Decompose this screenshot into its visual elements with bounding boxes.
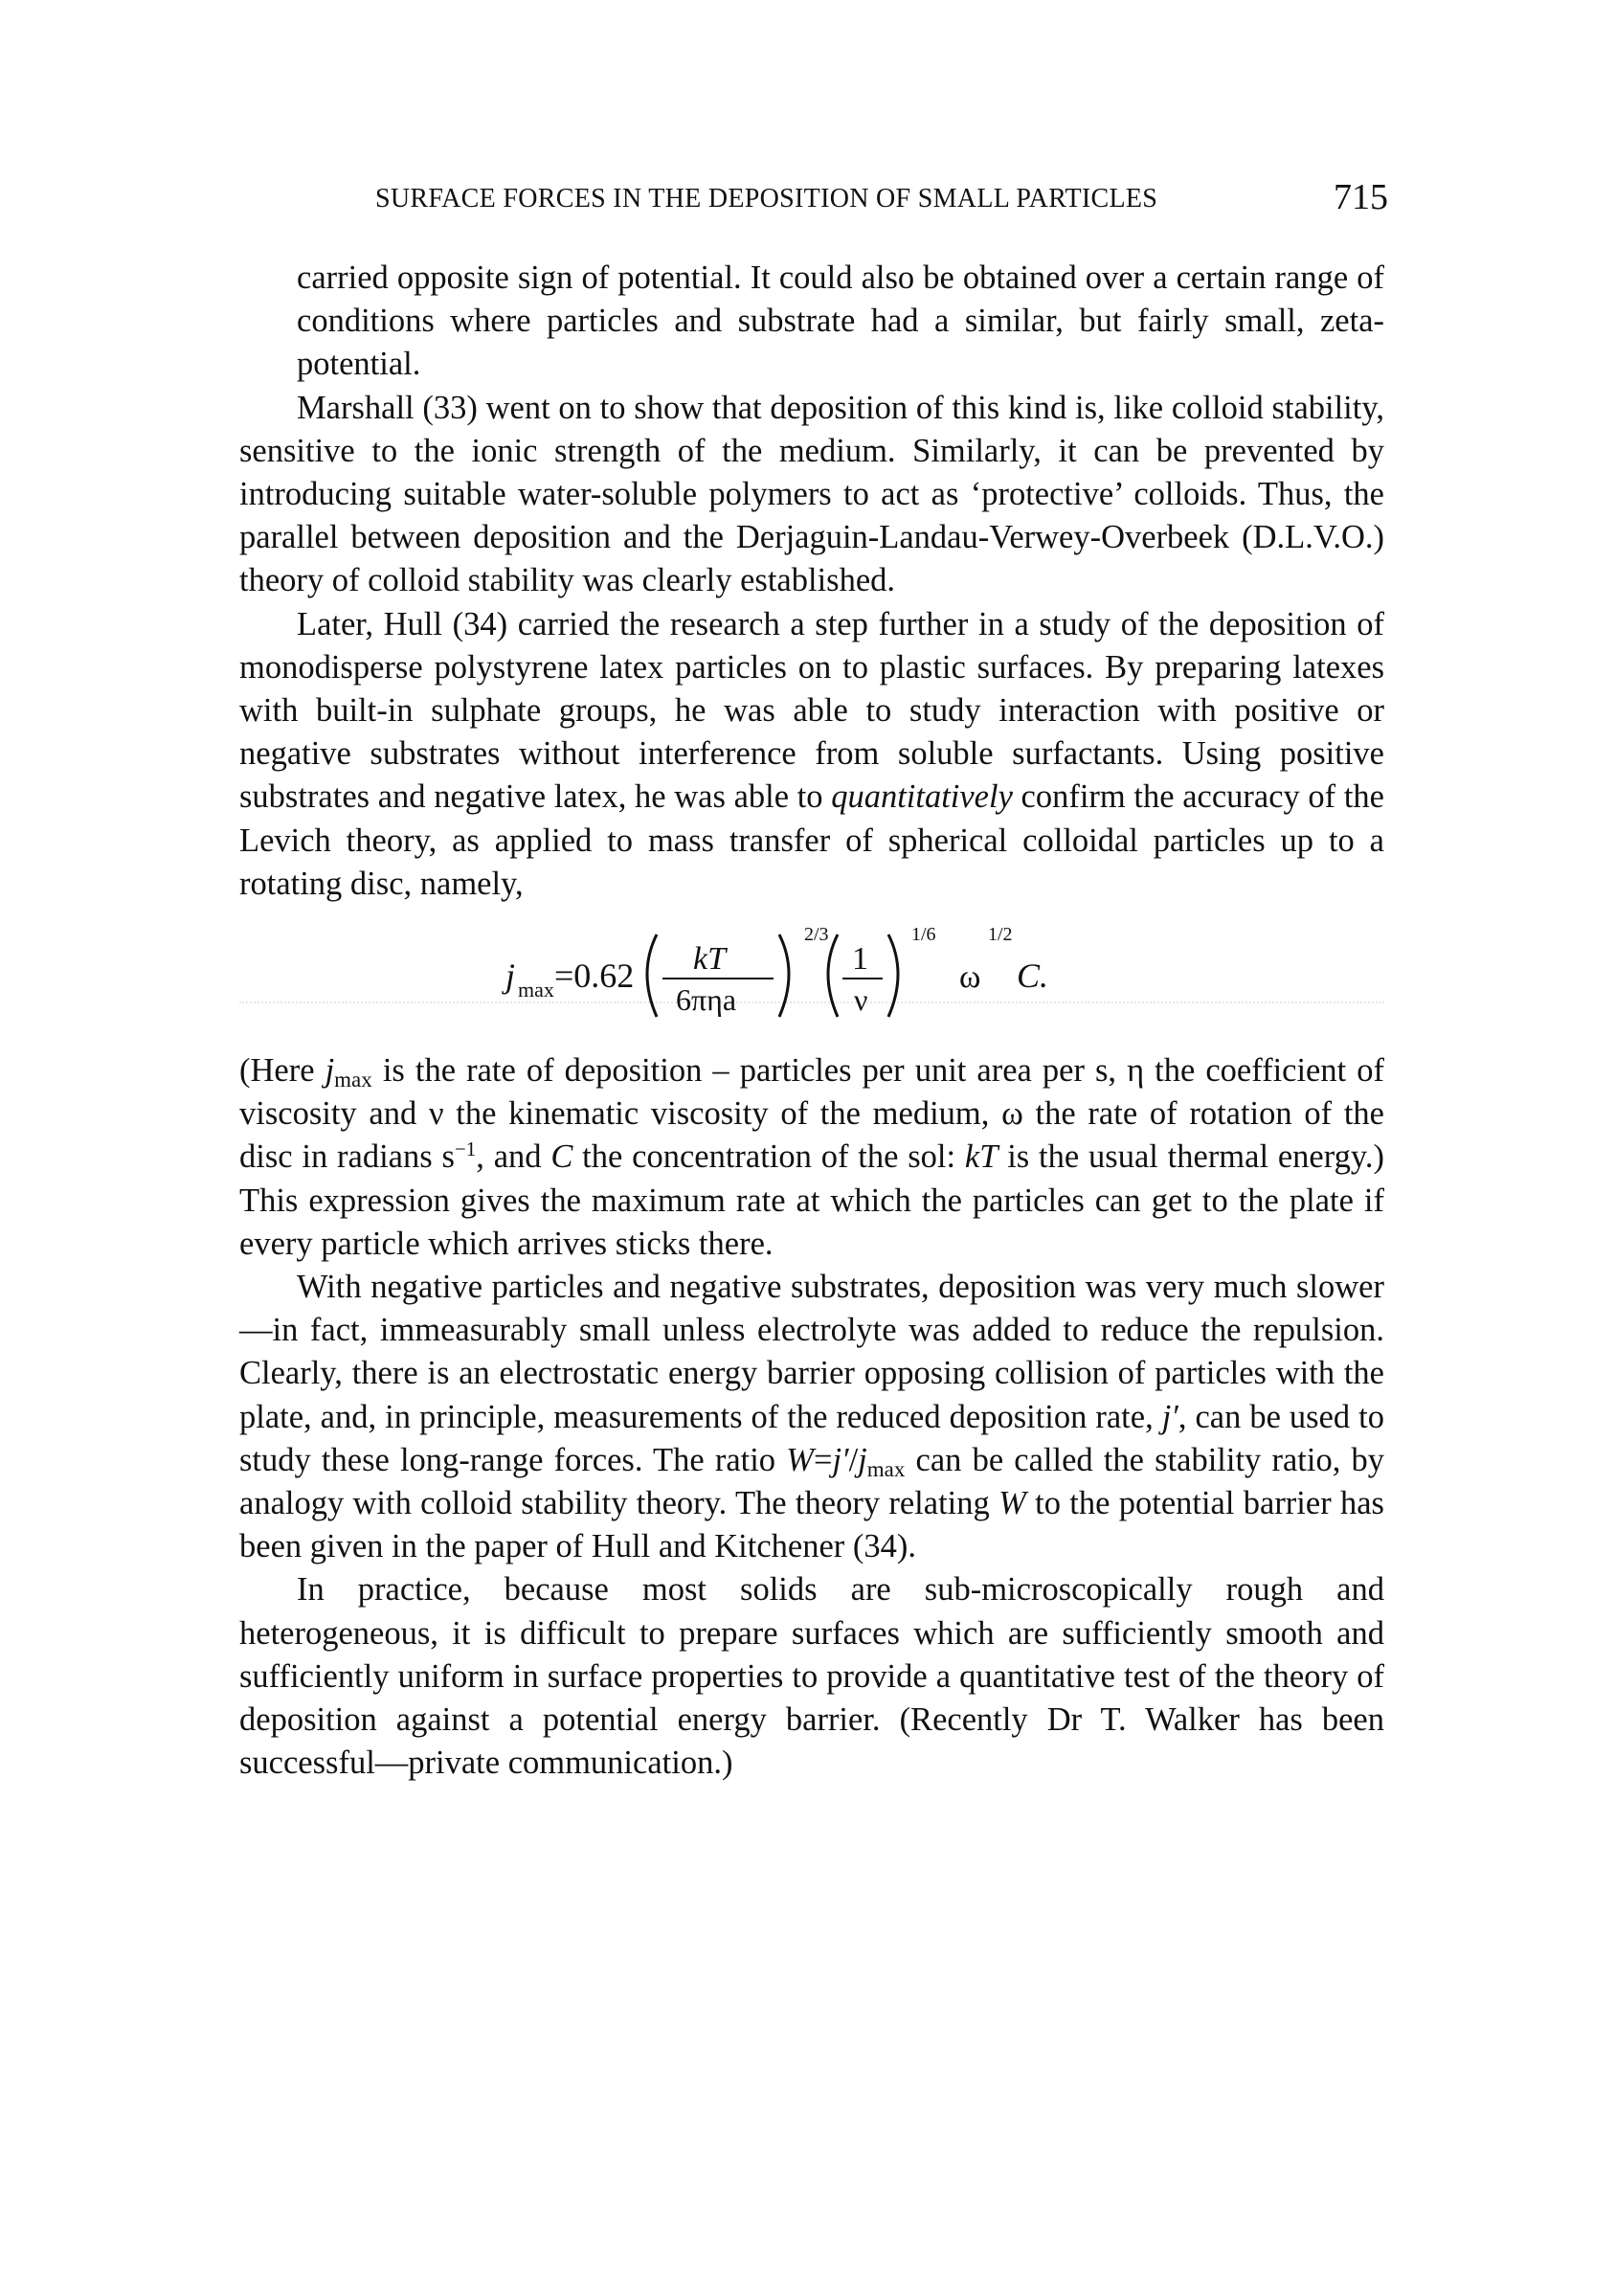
paragraph-5-text-d: to the potential barrier has been given in the paper of Hull and Kitchener (34). xyxy=(239,1485,1384,1565)
symbol-slash: / xyxy=(848,1441,859,1478)
symbol-W: W xyxy=(786,1441,814,1478)
eq-frac1-denominator: 6πηa xyxy=(676,982,737,1018)
paragraph-5-text-a: With negative particles and negative substrates, deposition was very much slower—in fact, immeasurably small unless electrolyte was added to reduce the repulsion. Clearly, there is an electrostatic energy barrier opposing collision of particles with the plate, and, in principle, measurements of the reduced deposition rate, xyxy=(239,1269,1384,1435)
eq-exponent-1: 2/3 xyxy=(804,924,829,946)
paragraph-2: Marshall (33) went on to show that deposition of this kind is, like colloid stability, sensitive to the ionic strength of the medium. Similarly, it can be prevented by introducing suitable water-soluble polymers to act as ‘protective’ colloids. Thus, the parallel between deposition and the Derjaguin-Landau-Verwey-Overbeek (D.L.V.O.) theory of colloid stability was clearly established. xyxy=(239,389,1384,599)
eq-left-paren-1 xyxy=(647,934,657,1017)
page-number: 715 xyxy=(1334,177,1388,217)
eq-omega: ω xyxy=(959,959,981,996)
paragraph-3-text-a: Later, Hull (34) carried the research a step further in a study of the deposition of monodisperse polystyrene latex particles on to plastic surfaces. By preparing latexes with built-in sulphate groups, he was able to study interaction with positive or negative substrates without interference from soluble surfactants. Using positive substrates and negative latex, he was able to xyxy=(239,605,1384,816)
page-header xyxy=(375,176,1390,230)
eq-right-paren-1 xyxy=(779,934,789,1017)
paragraph-4 xyxy=(239,1049,1384,1266)
paragraph-4-text-e: is the usual thermal energy.) This expression gives the maximum rate at which the particles can get to the plate if every particle which arrives sticks there. xyxy=(239,1138,1384,1262)
subscript-max: max xyxy=(334,1067,372,1092)
paragraph-3-text-b: confirm the accuracy of the Levich theory, as applied to mass transfer of spherical colloidal particles up to a rotating disc, namely, xyxy=(239,778,1384,902)
subscript-max-2: max xyxy=(866,1456,906,1481)
eq-max-subscript: max xyxy=(518,978,554,1002)
running-head: SURFACE FORCES IN THE DEPOSITION OF SMALL PARTICLES xyxy=(375,184,1158,214)
levich-equation xyxy=(239,906,1384,1049)
superscript-minus-one: −1 xyxy=(454,1137,477,1160)
eq-j: j xyxy=(505,957,516,996)
eq-frac2-numerator: 1 xyxy=(852,941,868,978)
paragraph-1: carried opposite sign of potential. It could also be obtained over a certain range of conditions where particles and substrate had a similar, but fairly small, zeta-potential. xyxy=(297,259,1384,383)
symbol-W-2: W xyxy=(998,1485,1026,1522)
paragraph-3 xyxy=(239,603,1384,906)
paragraph-5-text-c: can be called the stability ratio, by analogy with colloid stability theory. The theory relating xyxy=(239,1441,1384,1522)
paragraph-4-text-a: (Here xyxy=(239,1052,325,1090)
eq-concentration: C. xyxy=(1017,957,1049,996)
paragraph-5 xyxy=(239,1266,1384,1568)
paragraph-4-text-c: , and xyxy=(476,1138,551,1176)
paragraph-4-text-d: the concentration of the sol: xyxy=(572,1138,965,1176)
eq-left-paren-2 xyxy=(828,934,838,1017)
paragraph-5-text-b: , can be used to study these long-range forces. The ratio xyxy=(239,1398,1384,1478)
symbol-equals: = xyxy=(813,1441,833,1478)
eq-exponent-3: 1/2 xyxy=(988,924,1013,946)
eq-right-paren-2 xyxy=(888,934,898,1017)
emphasis-quantitatively: quantitatively xyxy=(831,778,1013,816)
eq-exponent-2: 1/6 xyxy=(911,924,936,946)
symbol-j-prime: j′ xyxy=(1161,1398,1178,1435)
paragraph-4-text-b: is the rate of deposition – particles per unit area per s, η the coefficient of viscosity and ν the kinematic viscosity of the medium, ω the rate of rotation of the disc in radians s xyxy=(239,1052,1384,1176)
symbol-kT: kT xyxy=(964,1138,998,1176)
eq-frac2-denominator: ν xyxy=(854,982,868,1018)
eq-frac1-numerator: kT xyxy=(693,941,726,978)
equation-graphic xyxy=(239,906,1384,1049)
body-text xyxy=(239,257,1384,1786)
symbol-j-prime-2: j′ xyxy=(832,1441,849,1478)
paragraph-6: In practice, because most solids are sub-microscopically rough and heterogeneous, it is difficult to prepare surfaces which are sufficiently smooth and sufficiently uniform in surface properties to provide a quantitative test of the theory of deposition against a potential energy barrier. (Recently Dr T. Walker has been successful—private communication.) xyxy=(239,1571,1384,1782)
symbol-C: C xyxy=(550,1138,573,1176)
symbol-j: j xyxy=(325,1052,335,1090)
symbol-j-2: j xyxy=(858,1441,867,1478)
eq-coefficient: =0.62 xyxy=(554,957,635,996)
